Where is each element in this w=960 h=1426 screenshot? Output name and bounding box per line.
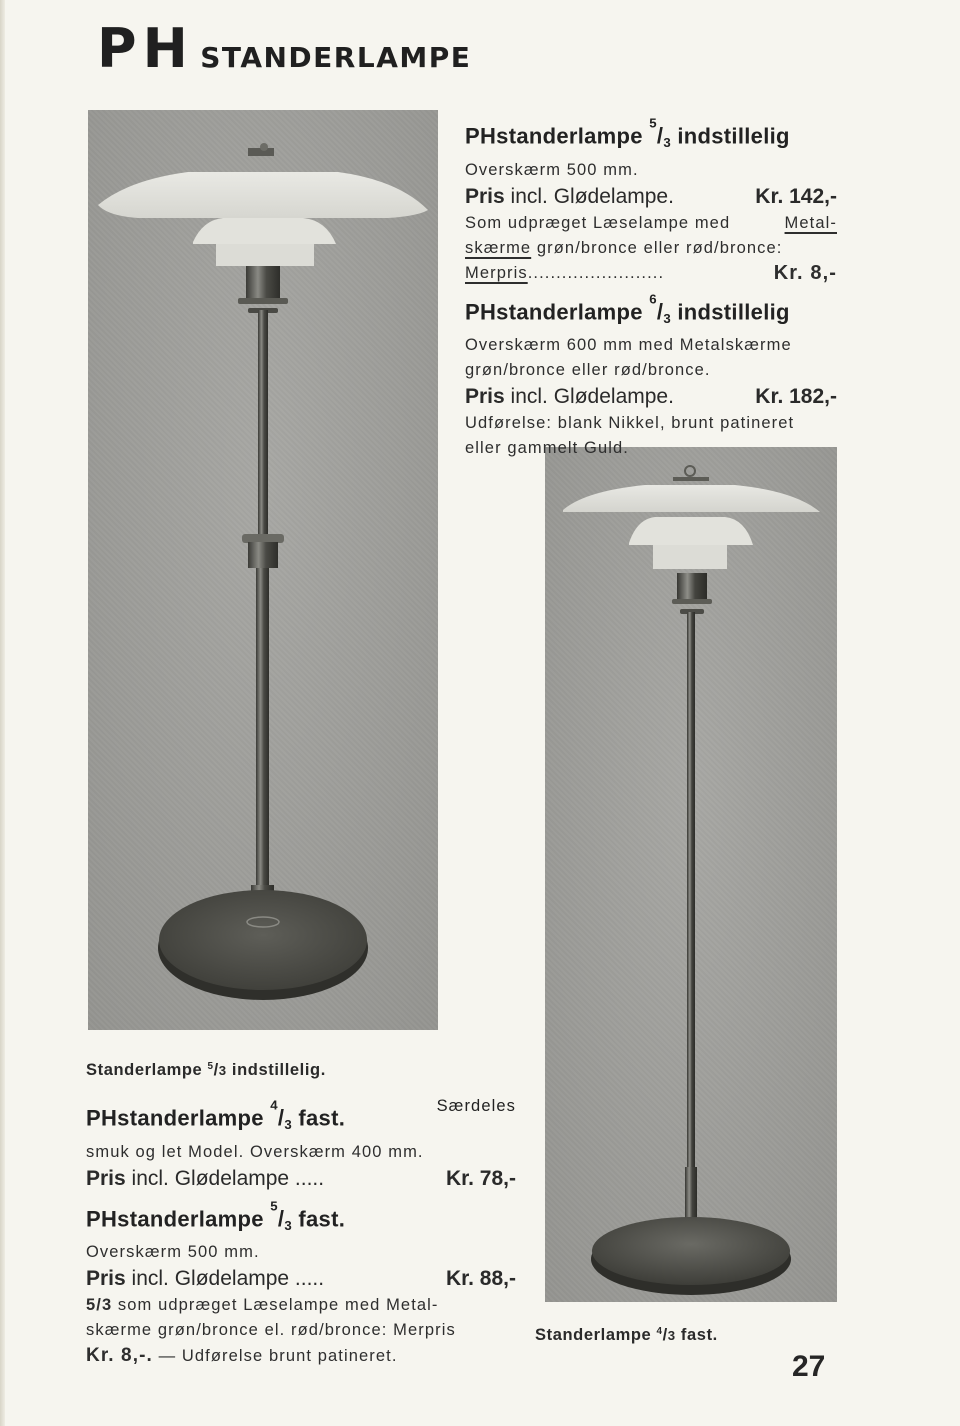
price-label: Pris: [86, 1166, 126, 1190]
price-line: [465, 383, 837, 411]
note-line: Kr. 8,-. — Udførelse brunt patineret.: [86, 1345, 398, 1367]
photo-standerlampe-4-3-fast: [545, 447, 837, 1302]
product-title-4-3-fast: PHstanderlampe $^4/_3$ fast. Særdeles: [86, 1097, 516, 1133]
product-spec: Overskærm 500 mm.: [86, 1243, 260, 1262]
product-name: PHstanderlampe: [465, 123, 643, 149]
fraction: $^6/_3$: [649, 291, 671, 327]
note-line: Som udpræget Læselampe med Metal-: [465, 213, 837, 232]
photo-caption-4-3: Standerlampe $^4$/3 fast.: [535, 1326, 718, 1345]
price-text: incl. Glødelampe .....: [125, 1166, 325, 1190]
heading-standerlampe: STANDERLAMPE: [200, 41, 472, 74]
product-variant: fast.: [298, 1105, 346, 1131]
page-edge: [0, 0, 5, 1426]
product-spec: smuk og let Model. Overskærm 400 mm.: [86, 1142, 424, 1161]
price-value: Kr. 88,-: [445, 1267, 516, 1291]
product-variant: fast.: [298, 1205, 346, 1231]
price-label: Pris: [86, 1267, 126, 1291]
product-spec: grøn/bronce eller rød/bronce.: [465, 361, 711, 380]
price-value: Kr. 78,-: [445, 1166, 516, 1190]
product-title-6-3-indstillelig: [465, 286, 837, 334]
product-name: PHstanderlampe: [465, 298, 643, 324]
note-line: skærme grøn/bronce el. rød/bronce: Merpris: [86, 1321, 456, 1340]
price-value: Kr. 182,-: [755, 385, 837, 409]
floor-lamp-fixed-image: [545, 447, 837, 1302]
floor-lamp-adjustable-image: [88, 110, 438, 1030]
product-variant: indstillelig: [677, 123, 790, 149]
price-text: incl. Glødelampe .....: [125, 1267, 325, 1291]
price-label: Pris: [465, 385, 505, 409]
price-line: [465, 183, 837, 211]
price-text: incl. Glødelampe.: [504, 184, 674, 208]
fraction: $^4/_3$: [270, 1098, 292, 1133]
note-line: skærme grøn/bronce eller rød/bronce:: [465, 238, 783, 257]
extra-value: Kr. 8,-: [773, 261, 837, 284]
photo-standerlampe-5-3-indstillelig: [88, 110, 438, 1030]
fraction: $^5/_3$: [270, 1198, 292, 1234]
note-line: 5/3 som udpræget Læselampe med Metal-: [86, 1296, 439, 1315]
photo-caption-5-3: Standerlampe $^5$/3 indstillelig.: [86, 1061, 326, 1080]
product-title-5-3-fast: [86, 1193, 516, 1241]
price-label: Pris: [465, 184, 505, 208]
product-spec: Overskærm 500 mm.: [465, 160, 639, 179]
fraction: $^5/_3$: [649, 116, 671, 151]
price-line: [86, 1165, 516, 1193]
page-heading: [97, 17, 472, 80]
right-column-text: [465, 110, 837, 461]
price-value: Kr. 142,-: [755, 184, 837, 208]
extra-label: Merpris: [465, 263, 528, 282]
product-title-5-3-indstillelig: [465, 110, 837, 158]
finish-line: Udførelse: blank Nikkel, brunt patineret: [465, 414, 795, 433]
left-column-text: [86, 1092, 516, 1369]
extra-price-line: Merpris........................ Kr. 8,-: [465, 261, 837, 284]
price-line: [86, 1265, 516, 1293]
heading-ph: PH: [97, 17, 194, 80]
price-text: incl. Glødelampe.: [504, 385, 674, 409]
product-spec: Overskærm 600 mm med Metalskærme: [465, 336, 792, 355]
product-name: PHstanderlampe: [86, 1105, 264, 1131]
product-variant: indstillelig: [677, 298, 790, 324]
page-number: 27: [792, 1350, 826, 1383]
finish-line: eller gammelt Guld.: [465, 439, 629, 458]
product-name: PHstanderlampe: [86, 1205, 264, 1231]
